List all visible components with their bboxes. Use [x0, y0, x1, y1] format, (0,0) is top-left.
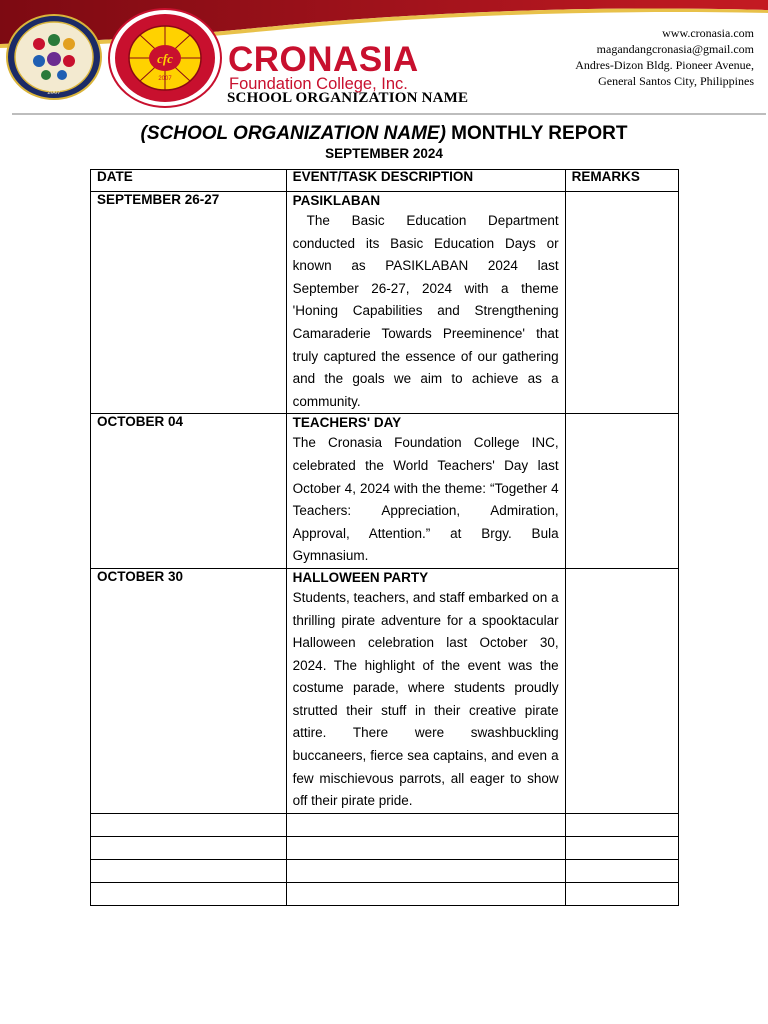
empty-cell[interactable] [565, 882, 678, 905]
table-row [91, 568, 679, 813]
cfc-monogram: cfc [157, 51, 173, 66]
cfc-seal [108, 8, 222, 108]
empty-cell[interactable] [286, 813, 565, 836]
empty-cell[interactable] [91, 882, 287, 905]
event-description: The Basic Education Department conducted its Basic Education Days or known as PASIKLABAN 2024 last September 26-27, 2024 with a theme 'Honing Capabilities and Strengthening Camaraderie Towards Preeminence' that truly captured the essence of our gathering and the goals we aim to achieve as a community. [292, 213, 559, 409]
event-title: PASIKLABAN [292, 193, 381, 208]
header-remarks: REMARKS [565, 170, 678, 192]
table-header-row [91, 170, 679, 192]
remarks-cell[interactable] [565, 192, 678, 414]
date-cell: OCTOBER 30 [91, 568, 287, 813]
event-cell [286, 568, 565, 813]
empty-cell[interactable] [565, 836, 678, 859]
empty-row [91, 882, 679, 905]
empty-cell[interactable] [91, 813, 287, 836]
remarks-cell[interactable] [565, 414, 678, 569]
website-link[interactable]: www.cronasia.com [662, 26, 754, 40]
date-cell: OCTOBER 04 [91, 414, 287, 569]
report-table [90, 169, 679, 906]
report-title-rest: MONTHLY REPORT [445, 123, 628, 144]
table-row [91, 192, 679, 414]
empty-cell[interactable] [286, 882, 565, 905]
header-divider [12, 113, 766, 115]
event-title: HALLOWEEN PARTY [292, 569, 429, 585]
event-title: TEACHERS' DAY [292, 415, 402, 431]
seal-right-year: 2007 [158, 76, 172, 82]
event-cell [286, 192, 565, 414]
empty-cell[interactable] [565, 859, 678, 882]
event-description: The Cronasia Foundation College INC, celebrated the World Teachers' Day last October 4, 2024 with the theme: “Together 4 Teachers: Appreciation, Admiration, Approval, Attention.” at Brgy. Bula Gymnasium. [292, 435, 559, 564]
brand-subtitle: Foundation College, Inc. [229, 75, 408, 93]
event-description: Students, teachers, and staff embarked on a thrilling pirate adventure for a spooktacular Halloween celebration last October 30, 2024. The highlight of the event was the costume parade, where students proudly strutted their stuff in their creative pirate attire. There were swashbuckling buccaneers, fierce sea captains, and even a few mischievous parrots, all eager to show off their pirate pride. [292, 589, 559, 809]
seal-left-year: 2007 [47, 90, 61, 96]
contact-block [575, 25, 754, 89]
address-line-1: Andres-Dizon Bldg. Pioneer Avenue, [575, 58, 754, 72]
remarks-cell[interactable] [565, 568, 678, 813]
table-row [91, 414, 679, 569]
brand-name: CRONASIA [228, 40, 419, 79]
report-title [0, 124, 768, 145]
event-cell [286, 414, 565, 569]
report-title-org: (SCHOOL ORGANIZATION NAME) [140, 123, 446, 144]
empty-cell[interactable] [286, 859, 565, 882]
address-line-2: General Santos City, Philippines [598, 74, 754, 88]
organization-name: SCHOOL ORGANIZATION NAME [227, 90, 469, 106]
empty-row [91, 859, 679, 882]
date-cell: SEPTEMBER 26-27 [91, 192, 287, 414]
email-link[interactable]: magandangcronasia@gmail.com [596, 42, 754, 56]
empty-cell[interactable] [286, 836, 565, 859]
empty-row [91, 813, 679, 836]
empty-cell[interactable] [91, 836, 287, 859]
header-event: EVENT/TASK DESCRIPTION [286, 170, 565, 192]
empty-cell[interactable] [91, 859, 287, 882]
empty-row [91, 836, 679, 859]
academic-affairs-seal [6, 14, 102, 100]
empty-cell[interactable] [565, 813, 678, 836]
report-period: SEPTEMBER 2024 [325, 146, 443, 161]
header-date: DATE [91, 170, 287, 192]
